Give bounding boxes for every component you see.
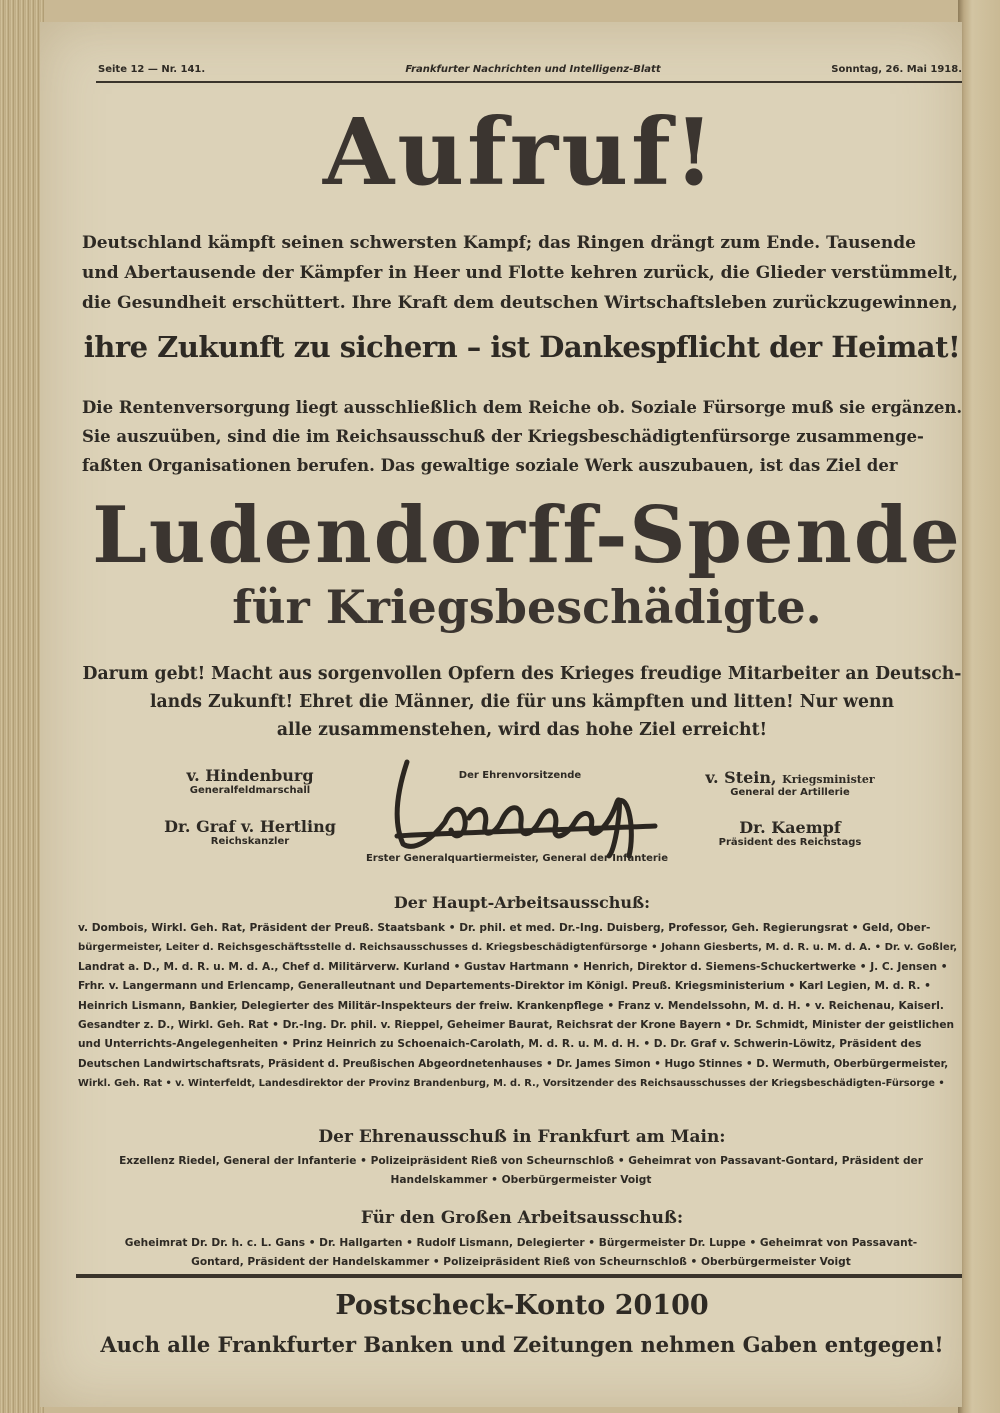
- appeal-line: lands Zukunft! Ehret die Männer, die für uns kämpften und litten! Nur wenn: [149, 692, 895, 712]
- signatory-name-suffix: Kriegsminister: [782, 773, 875, 786]
- campaign-name: Ludendorff-Spende: [92, 490, 962, 581]
- intro-paragraph: [82, 228, 962, 318]
- ehren-ausschuss-members: [78, 1152, 964, 1190]
- body-line: Die Rentenversorgung liegt ausschließlich dem Reiche ob. Soziale Fürsorge muß sie ergänzen.: [82, 398, 963, 417]
- signatory-hertling: [130, 817, 370, 847]
- banks-notice: Auch alle Frankfurter Banken und Zeitungen nehmen Gaben entgegen!: [100, 1332, 944, 1357]
- body-paragraph: [82, 393, 962, 480]
- signatory-name: Dr. Graf v. Hertling: [164, 817, 336, 836]
- emphasis-line: ihre Zukunft zu sichern – ist Dankespflicht der Heimat!: [83, 330, 961, 364]
- member-line: Geheimrat Dr. Dr. h. c. L. Gans • Dr. Hallgarten • Rudolf Lismann, Delegierter • Bürgermeister Dr. Luppe • Geheimrat von Passavant-: [124, 1237, 918, 1249]
- signatory-name: [670, 768, 910, 787]
- newspaper-masthead: Frankfurter Nachrichten und Intelligenz-Blatt: [405, 64, 661, 75]
- ludendorff-title: Erster Generalquartiermeister, General der Infanterie: [365, 853, 669, 864]
- member-line: bürgermeister, Leiter d. Reichsgeschäftsstelle d. Reichsausschusses d. Kriegsbeschädigtenfürsorge • Johann Giesberts, M. d. R. u. M. d. A. • Dr. v. Goßler,: [78, 942, 958, 954]
- intro-line: Deutschland kämpft seinen schwersten Kampf; das Ringen drängt zum Ende. Tausende: [82, 233, 916, 253]
- appeal-paragraph: [82, 660, 962, 744]
- signatory-kaempf: [670, 818, 910, 848]
- postscheck-konto: Postscheck-Konto 20100: [335, 1290, 709, 1321]
- member-line: und Unterrichts-Angelegenheiten • Prinz Heinrich zu Schoenaich-Carolath, M. d. R. u. M. d. H. • D. Dr. Graf v. Schwerin-Löwitz, Präsident des: [78, 1038, 922, 1051]
- header-rule: [96, 81, 962, 83]
- intro-line: die Gesundheit erschüttert. Ihre Kraft dem deutschen Wirtschaftsleben zurückzugewinnen,: [82, 293, 958, 313]
- member-line: Heinrich Lismann, Bankier, Delegierter des Militär-Inspekteurs der freiw. Krankenpflege • Franz v. Mendelssohn, M. d. H. • v. Reichenau, Kaiserl.: [78, 999, 944, 1012]
- appeal-line: Darum gebt! Macht aus sorgenvollen Opfern des Krieges freudige Mitarbeiter an Deutsch-: [82, 664, 962, 684]
- body-line: faßten Organisationen berufen. Das gewaltige soziale Werk auszubauen, ist das Ziel der: [82, 456, 898, 475]
- footer-rule: [76, 1274, 962, 1278]
- haupt-ausschuss-members: [78, 919, 964, 1094]
- page-number: Seite 12 — Nr. 141.: [98, 64, 206, 75]
- member-line: Exzellenz Riedel, General der Infanterie • Polizeipräsident Rieß von Scheurnschloß • Geheimrat von Passavant-Gontard, Präsident der: [119, 1155, 923, 1167]
- member-line: Wirkl. Geh. Rat • v. Winterfeldt, Landesdirektor der Provinz Brandenburg, M. d. R., Vorsitzender des Reichsausschusses der Kriegsbeschädigten-Fürsorge •: [78, 1078, 945, 1090]
- appeal-line: alle zusammenstehen, wird das hohe Ziel erreicht!: [276, 720, 768, 740]
- signatory-title: General der Artillerie: [730, 787, 850, 798]
- body-line: Sie auszuüben, sind die im Reichsausschuß der Kriegsbeschädigtenfürsorge zusammenge-: [82, 427, 924, 446]
- page-header: [98, 62, 962, 80]
- gross-ausschuss-heading: Für den Großen Arbeitsausschuß:: [360, 1208, 684, 1228]
- haupt-ausschuss-heading: Der Haupt-Arbeitsausschuß:: [393, 893, 651, 912]
- gross-ausschuss-members: [78, 1234, 964, 1272]
- member-line: Deutschen Landwirtschaftsrats, Präsident d. Preußischen Abgeordnetenhauses • Dr. James Simon • Hugo Stinnes • D. Wermuth, Oberbürgermeister,: [78, 1057, 949, 1070]
- signatory-title: Reichskanzler: [210, 836, 290, 847]
- appeal-title: Aufruf!: [322, 98, 718, 206]
- campaign-subtitle: für Kriegsbeschädigte.: [232, 580, 822, 634]
- member-line: Handelskammer • Oberbürgermeister Voigt: [390, 1174, 652, 1186]
- signatory-stein: [670, 768, 910, 798]
- signatory-name: Dr. Kaempf: [739, 818, 841, 837]
- ehren-ausschuss-heading: Der Ehrenausschuß in Frankfurt am Main:: [318, 1127, 726, 1147]
- member-line: Landrat a. D., M. d. R. u. M. d. A., Chef d. Militärverw. Kurland • Gustav Hartmann • Henrich, Direktor d. Siemens-Schuckertwerke • J. C. Jensen •: [78, 960, 948, 973]
- signatory-title: Generalfeldmarschall: [189, 785, 311, 796]
- intro-line: und Abertausende der Kämpfer in Heer und Flotte kehren zurück, die Glieder verstümmelt,: [82, 263, 959, 283]
- adjacent-page-edge: [958, 0, 1000, 1413]
- member-line: Gesandter z. D., Wirkl. Geh. Rat • Dr.-Ing. Dr. phil. v. Rieppel, Geheimer Baurat, Reichsrat der Krone Bayern • Dr. Schmidt, Minister der geistlichen: [78, 1019, 955, 1032]
- issue-date: Sonntag, 26. Mai 1918.: [831, 64, 962, 75]
- signatory-hindenburg: [130, 766, 370, 796]
- signatory-name-main: v. Stein,: [705, 768, 777, 787]
- member-line: Gontard, Präsident der Handelskammer • Polizeipräsident Rieß von Scheurnschloß • Oberbürgermeister Voigt: [191, 1256, 851, 1268]
- member-line: v. Dombois, Wirkl. Geh. Rat, Präsident der Preuß. Staatsbank • Dr. phil. et med. Dr.-Ing. Duisberg, Professor, Geh. Regierungsrat • Geld, Ober-: [78, 922, 931, 934]
- ehrenvorsitzender-label: Der Ehrenvorsitzende: [458, 770, 582, 781]
- ludendorff-signature: [385, 752, 665, 862]
- signatory-name: v. Hindenburg: [186, 766, 314, 785]
- bound-page-edge: [0, 0, 44, 1413]
- signatory-title: Präsident des Reichstags: [718, 837, 862, 848]
- member-line: Frhr. v. Langermann und Erlencamp, Generalleutnant und Departements-Direktor im Königl. Preuß. Kriegsministerium • Karl Legien, M. d. R. •: [78, 980, 931, 993]
